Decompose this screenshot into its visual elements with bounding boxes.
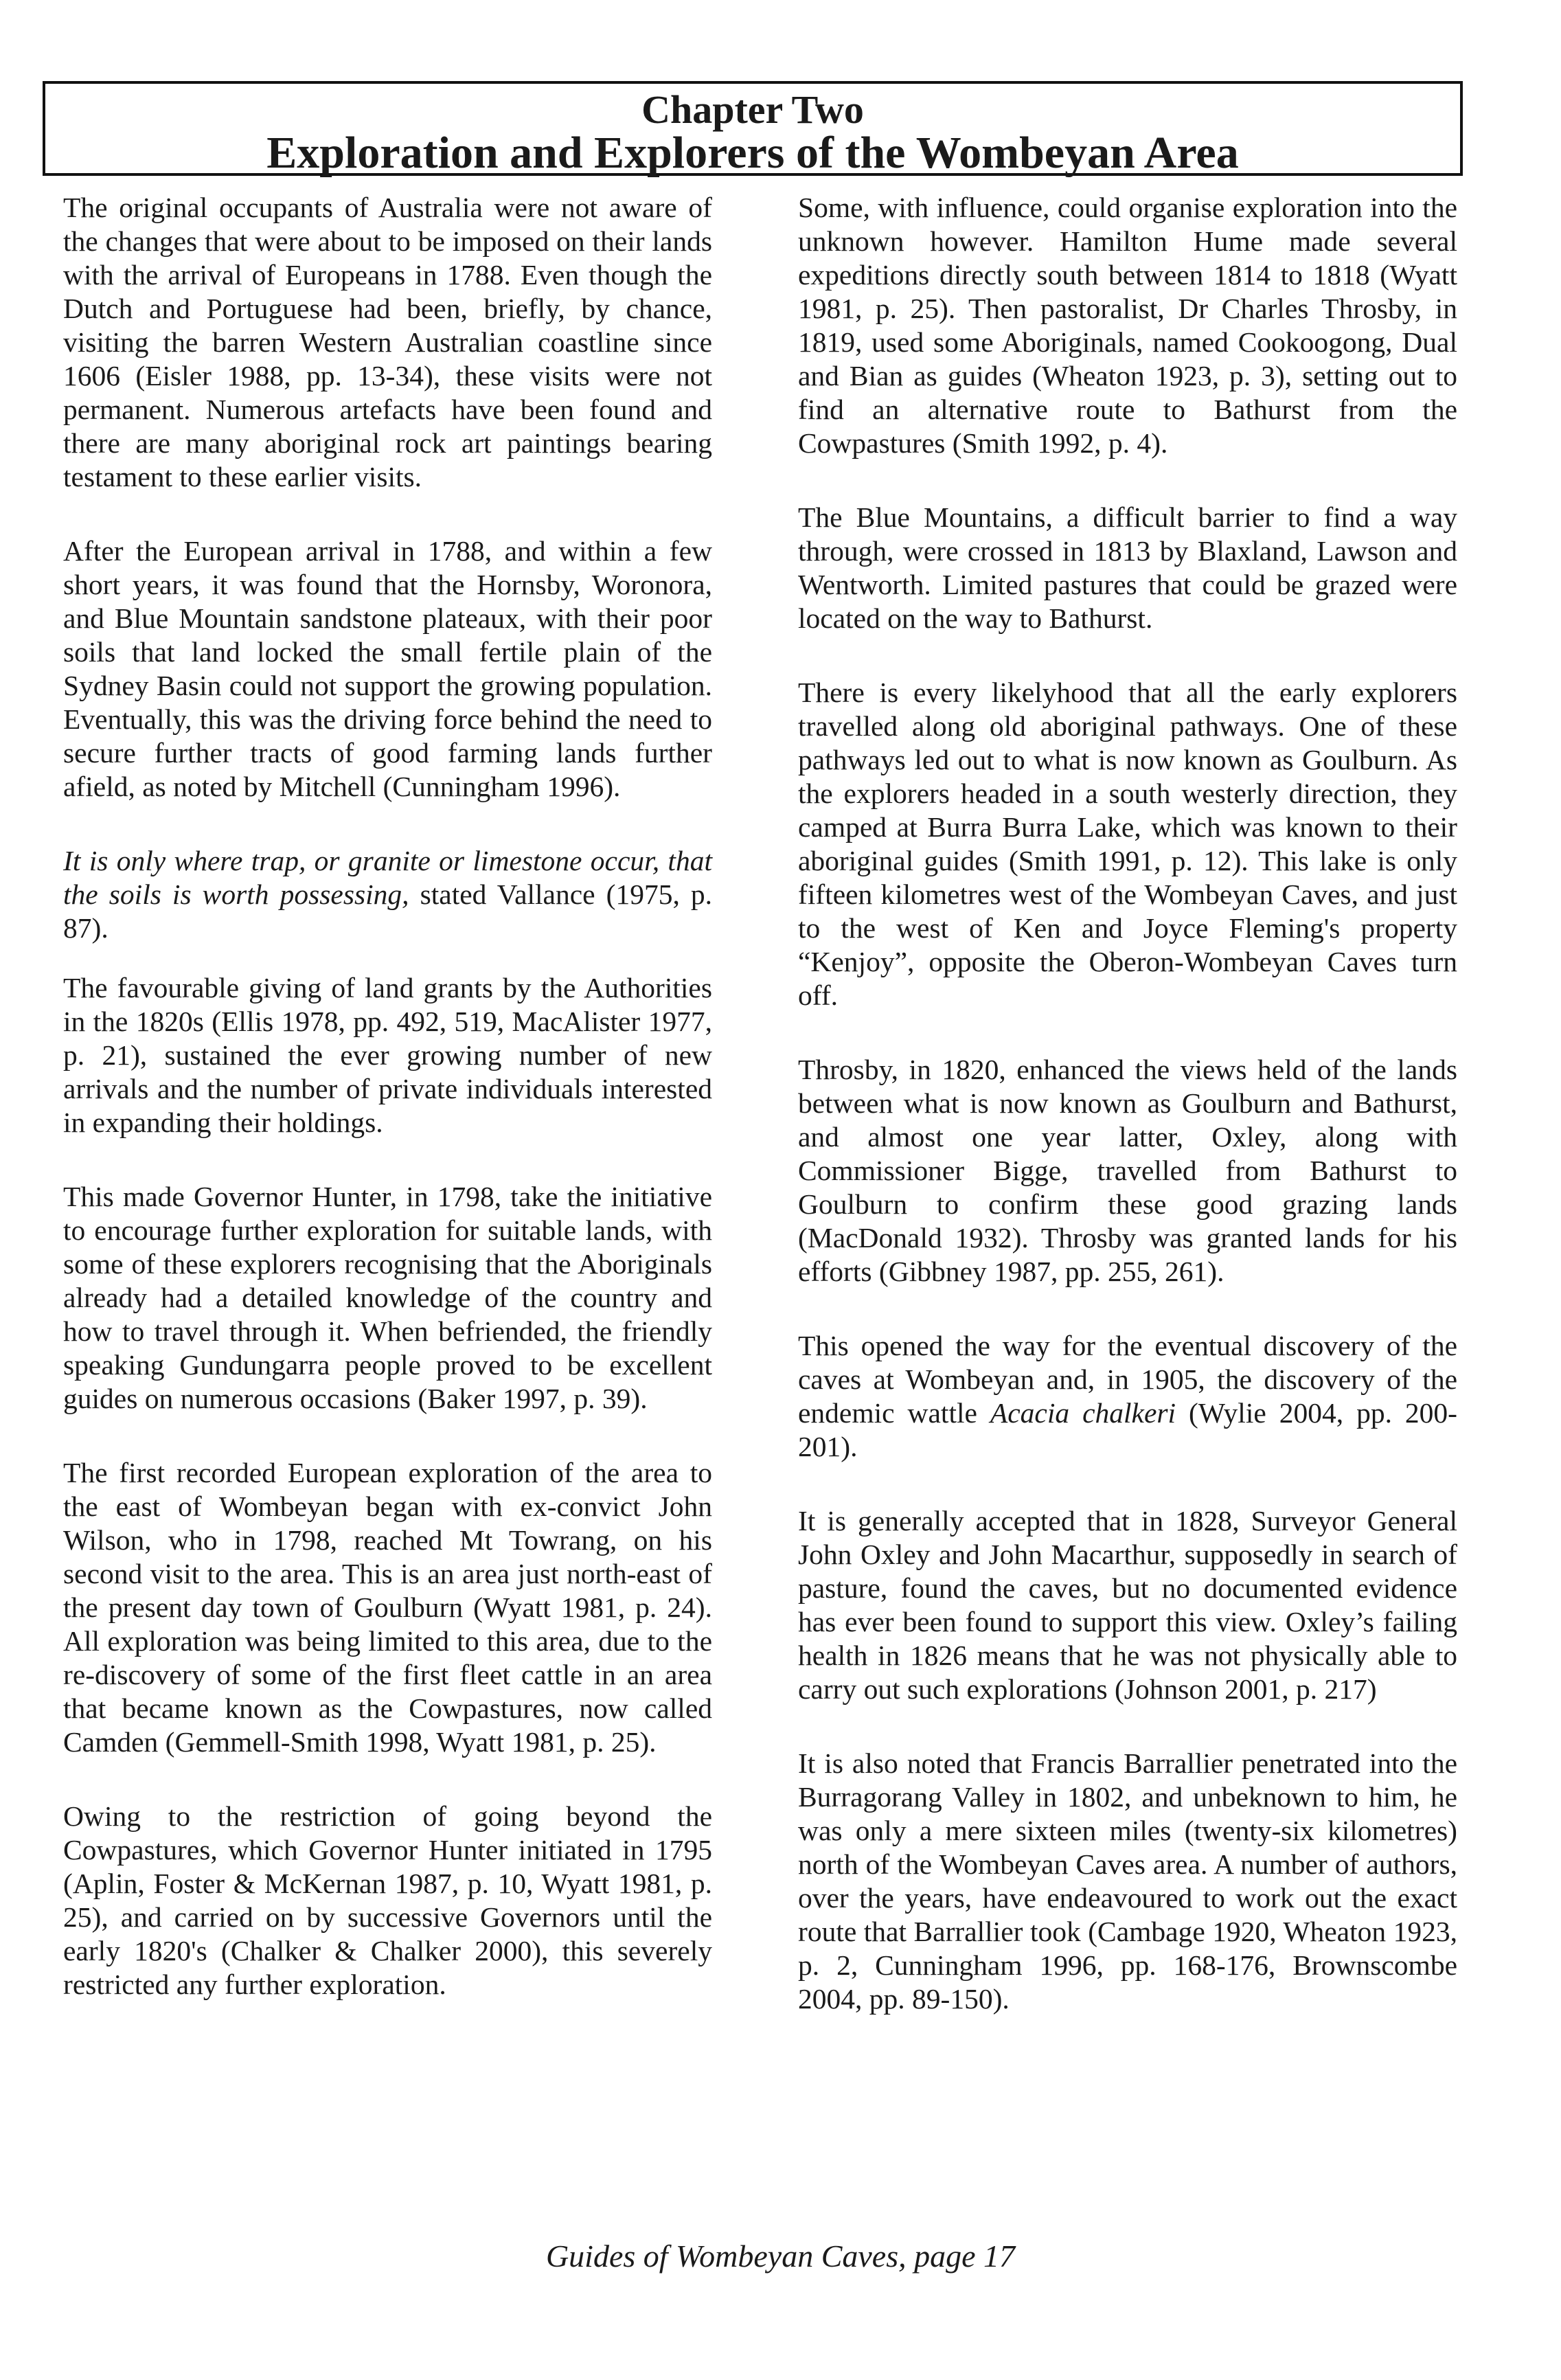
paragraph: The original occupants of Australia were not aware of the changes that were about to be imposed on their lands with the arrival of Europeans in 1788. Even though the Dutch and Portuguese had been, briefly, by chance, visiting the barren Western Australian coastline since 1606 (Eisler 1988, pp. 13-34), these visits were not permanent. Numerous artefacts have been found and there are many aboriginal rock art paintings bearing testament to these earlier visits.	[63, 192, 712, 492]
paragraph: There is every likelyhood that all the early explorers travelled along old aboriginal pathways. One of these pathways led out to what is now known as Goulburn. As the explorers headed in a south westerly direction, they camped at Burra Burra Lake, which was known to their aboriginal guides (Smith 1991, p. 12). This lake is only fifteen kilometres west of the Wombeyan Caves, and just to the west of Ken and Joyce Fleming's property “Kenjoy”, opposite the Oberon-Wombeyan Caves turn off.	[798, 677, 1457, 1011]
paragraph: The first recorded European exploration of the area to the east of Wombeyan began with ex-convict John Wilson, who in 1798, reached Mt Towrang, on his second visit to the area. This is an area just north-east of the present day town of Goulburn (Wyatt 1981, p. 24). All exploration was being limited to this area, due to the re-discovery of some of the first fleet cattle in an area that became known as the Cowpastures, now called Camden (Gemmell-Smith 1998, Wyatt 1981, p. 25).	[63, 1457, 712, 1758]
paragraph: This made Governor Hunter, in 1798, take the initiative to encourage further exploration for suitable lands, with some of these explorers recognising that the Aboriginals already had a detailed knowledge of the country and how to travel through it. When befriended, the friendly speaking Gundungarra people proved to be excellent guides on numerous occasions (Baker 1997, p. 39).	[63, 1181, 712, 1414]
paragraph-text: This opened the way for the eventual discovery of the caves at Wombeyan and, in 1905, the discovery of the endemic wattle	[798, 1330, 1457, 1429]
left-column	[63, 191, 712, 2042]
paragraph: The Blue Mountains, a difficult barrier to find a way through, were crossed in 1813 by Blaxland, Lawson and Wentworth. Limited pastures that could be grazed were located on the way to Bathurst.	[798, 501, 1457, 634]
chapter-label: Chapter Two	[641, 87, 864, 132]
species-name: Acacia chalkeri	[990, 1397, 1176, 1429]
quote-paragraph	[63, 844, 712, 945]
paragraph: It is also noted that Francis Barrallier penetrated into the Burragorang Valley in 1802, and unbeknown to him, he was only a mere sixteen miles (twenty-six kilometres) north of the Wombeyan Caves area. A number of authors, over the years, have endeavoured to work out the exact route that Barrallier took (Cambage 1920, Wheaton 1923, p. 2, Cunningham 1996, pp. 168-176, Brownscombe 2004, pp. 89-150).	[798, 1747, 1457, 2015]
chapter-title: Exploration and Explorers of the Wombeyan Area	[266, 128, 1239, 178]
paragraph: After the European arrival in 1788, and within a few short years, it was found that the Hornsby, Woronora, and Blue Mountain sandstone plateaux, with their poor soils that land locked the small fertile plain of the Sydney Basin could not support the growing population. Eventually, this was the driving force behind the need to secure further tracts of good farming lands further afield, as noted by Mitchell (Cunningham 1996).	[63, 535, 712, 802]
paragraph-text: (Wylie 2004, pp. 200-201).	[798, 1397, 1457, 1462]
paragraph: Owing to the restriction of going beyond the Cowpastures, which Governor Hunter initiated in 1795 (Aplin, Foster & McKernan 1987, p. 10, Wyatt 1981, p. 25), and carried on by successive Governors until the early 1820's (Chalker & Chalker 2000), this severely restricted any further exploration.	[63, 1800, 712, 2000]
page-footer: Guides of Wombeyan Caves, page 17	[545, 2239, 1016, 2274]
chapter-header	[43, 81, 1463, 176]
quote-attribution: stated Vallance (1975, p. 87).	[63, 879, 713, 944]
quote-text: It is only where trap, or granite or limestone occur, that the soils is worth possessing,	[63, 845, 712, 910]
paragraph: It is generally accepted that in 1828, Surveyor General John Oxley and John Macarthur, supposedly in search of pasture, found the caves, but no documented evidence has ever been found to support this view. Oxley’s failing health in 1826 means that he was not physically able to carry out such explorations (Johnson 2001, p. 217)	[798, 1505, 1457, 1705]
paragraph: The favourable giving of land grants by the Authorities in the 1820s (Ellis 1978, pp. 492, 519, MacAlister 1977, p. 21), sustained the ever growing number of new arrivals and the number of private individuals interested in expanding their holdings.	[63, 972, 712, 1138]
paragraph: Throsby, in 1820, enhanced the views held of the lands between what is now known as Goulburn and Bathurst, and almost one year latter, Oxley, along with Commissioner Bigge, travelled from Bathurst to Goulburn to confirm these good grazing lands (MacDonald 1932). Throsby was granted lands for his efforts (Gibbney 1987, pp. 255, 261).	[798, 1054, 1457, 1287]
paragraph	[798, 1329, 1457, 1464]
right-column	[798, 191, 1457, 2056]
paragraph: Some, with influence, could organise exploration into the unknown however. Hamilton Hume made several expeditions directly south between 1814 to 1818 (Wyatt 1981, p. 25). Then pastoralist, Dr Charles Throsby, in 1819, used some Aboriginals, named Cookoogong, Dual and Bian as guides (Wheaton 1923, p. 3), setting out to find an alternative route to Bathurst from the Cowpastures (Smith 1992, p. 4).	[798, 192, 1457, 459]
